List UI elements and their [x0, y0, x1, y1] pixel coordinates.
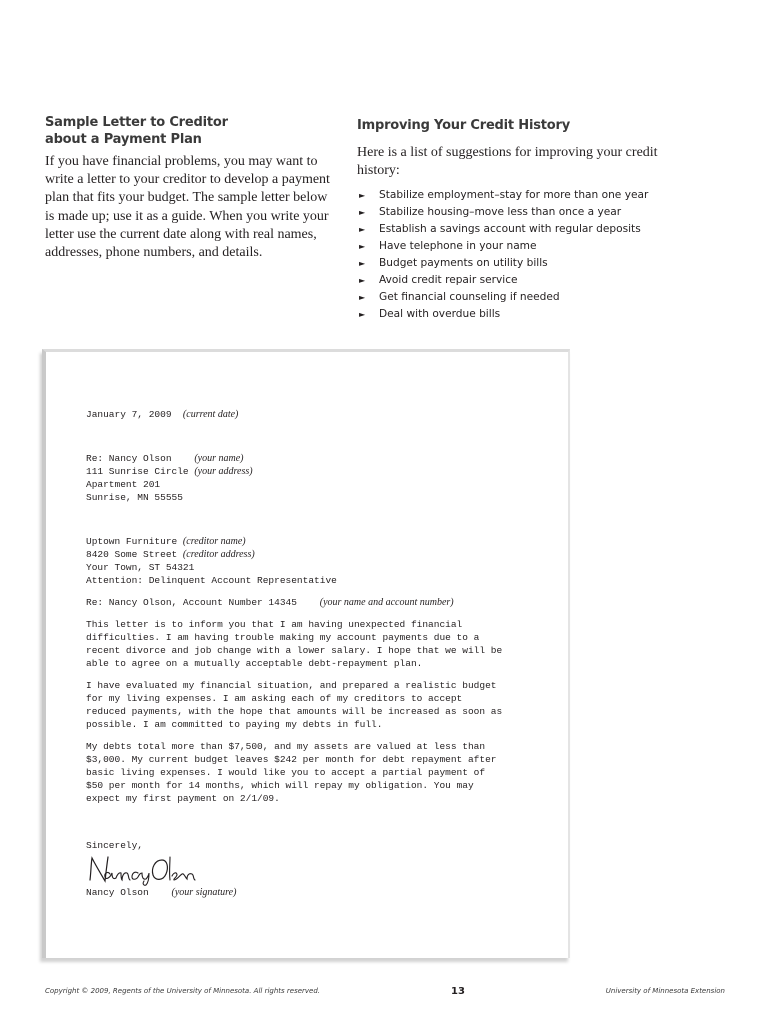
creditor-name-line	[86, 535, 556, 548]
tip-text: Avoid credit repair service	[379, 274, 518, 287]
creditor-attention: Attention: Delinquent Account Representative	[86, 575, 337, 586]
triangle-bullet-icon: ►	[359, 310, 366, 320]
sender-street-note: (your address)	[194, 466, 253, 477]
paragraph-line: My debts total more than $7,500, and my assets are valued at less than	[86, 741, 486, 752]
triangle-bullet-icon: ►	[359, 259, 366, 269]
paragraph-line: difficulties. I am having trouble making my account payments due to a	[86, 632, 480, 643]
signature-note: (your signature)	[171, 887, 237, 898]
credit-history-section	[357, 117, 687, 323]
sender-apartment: Apartment 201	[86, 479, 161, 490]
creditor-street-note: (creditor address)	[182, 549, 255, 560]
paragraph-line: $50 per month for 14 months, which will repay my obligation. You may	[86, 780, 474, 791]
signed-name: Nancy Olson	[86, 887, 149, 898]
paragraph-line: $3,000. My current budget leaves $242 per month for debt repayment after	[86, 754, 497, 765]
list-item	[357, 221, 687, 238]
sample-letter-heading	[45, 114, 340, 148]
sender-city: Sunrise, MN 55555	[86, 492, 183, 503]
publisher-name: University of Minnesota Extension	[605, 987, 725, 995]
tip-text: Stabilize housing–move less than once a year	[379, 206, 622, 219]
credit-history-intro: Here is a list of suggestions for improving your credit history:	[357, 145, 658, 179]
sender-street-line	[86, 465, 556, 478]
creditor-name-note: (creditor name)	[182, 536, 246, 547]
tip-text: Get financial counseling if needed	[379, 291, 560, 304]
sender-street: 111 Sunrise Circle	[86, 466, 189, 477]
list-item	[357, 289, 687, 306]
creditor-city: Your Town, ST 54321	[86, 562, 195, 573]
closing: Sincerely,	[86, 840, 144, 851]
triangle-bullet-icon: ►	[359, 293, 366, 303]
list-item	[357, 238, 687, 255]
list-item	[357, 272, 687, 289]
account-re-note: (your name and account number)	[319, 597, 454, 608]
triangle-bullet-icon: ►	[359, 191, 366, 201]
sender-name-note: (your name)	[194, 453, 244, 464]
paragraph-line: for my living expenses. I am asking each of my creditors to accept	[86, 693, 463, 704]
paragraph-line: reduced payments, with the hope that amounts will be increased as soon as	[86, 706, 503, 717]
letter-paragraph-1	[86, 618, 556, 670]
sample-letter-intro: If you have financial problems, you may want to write a letter to your creditor to develop a payment plan that fits your budget. The sample letter below is made up; use it as a guide. When you write your letter use the current date along with real names, addresses, phone numbers, and details.	[45, 154, 330, 261]
letter-paragraph-3	[86, 740, 556, 805]
heading-line: Sample Letter to Creditor	[45, 115, 228, 130]
tip-text: Budget payments on utility bills	[379, 257, 548, 270]
account-re-line	[86, 596, 556, 609]
paragraph-line: expect my first payment on 2/1/09.	[86, 793, 280, 804]
paragraph-line: recent divorce and job change with a lower salary. I hope that we will be	[86, 645, 503, 656]
page-number: 13	[451, 986, 465, 997]
triangle-bullet-icon: ►	[359, 276, 366, 286]
tips-list	[357, 187, 687, 323]
tip-text: Deal with overdue bills	[379, 308, 501, 321]
tip-text: Stabilize employment–stay for more than one year	[379, 189, 649, 202]
paragraph-line: I have evaluated my financial situation, and prepared a realistic budget	[86, 680, 497, 691]
tip-text: Have telephone in your name	[379, 240, 537, 253]
triangle-bullet-icon: ►	[359, 208, 366, 218]
signed-name-line	[86, 886, 556, 899]
sample-letter-card	[42, 349, 570, 958]
letter-paragraph-2	[86, 679, 556, 731]
creditor-street-line	[86, 548, 556, 561]
date-note: (current date)	[182, 409, 239, 420]
heading-line: about a Payment Plan	[45, 132, 202, 147]
paragraph-line: This letter is to inform you that I am having unexpected financial	[86, 619, 463, 630]
account-re: Re: Nancy Olson, Account Number 14345	[86, 597, 297, 608]
letter-body	[86, 408, 556, 899]
creditor-street: 8420 Some Street	[86, 549, 178, 560]
paragraph-line: possible. I am committed to paying my debts in full.	[86, 719, 383, 730]
sample-letter-section	[45, 114, 340, 262]
page-footer	[0, 987, 770, 1007]
creditor-name: Uptown Furniture	[86, 536, 178, 547]
sender-name: Re: Nancy Olson	[86, 453, 172, 464]
triangle-bullet-icon: ►	[359, 225, 366, 235]
paragraph-line: able to agree on a mutually acceptable debt-repayment plan.	[86, 658, 423, 669]
paragraph-line: basic living expenses. I would like you to accept a partial payment of	[86, 767, 486, 778]
triangle-bullet-icon: ►	[359, 242, 366, 252]
list-item	[357, 204, 687, 221]
copyright-notice: Copyright © 2009, Regents of the University of Minnesota. All rights reserved.	[45, 987, 321, 995]
handwritten-signature	[86, 852, 556, 886]
signature-drawing	[86, 854, 196, 886]
list-item	[357, 187, 687, 204]
list-item	[357, 255, 687, 272]
letter-date: January 7, 2009	[86, 409, 172, 420]
tip-text: Establish a savings account with regular deposits	[379, 223, 641, 236]
letter-date-line	[86, 408, 556, 421]
list-item	[357, 306, 687, 323]
credit-history-heading: Improving Your Credit History	[357, 118, 570, 133]
sender-name-line	[86, 452, 556, 465]
